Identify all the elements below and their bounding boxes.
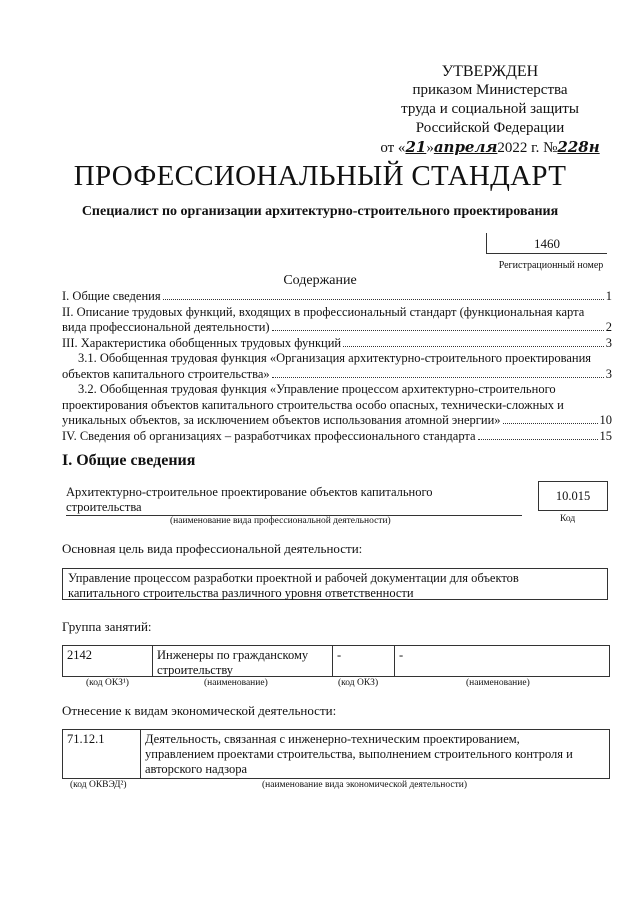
okved-name-line: Деятельность, связанная с инженерно-техническим проектированием, [145, 732, 520, 746]
okved-code-cell: 71.12.1 [63, 730, 141, 778]
document-subtitle: Специалист по организации архитектурно-строительного проектирования [81, 204, 559, 219]
code-caption: Код [560, 514, 576, 524]
okved-label: Отнесение к видам экономической деятельности: [62, 703, 337, 718]
toc-item-page: 3 [605, 335, 612, 350]
toc-dots [163, 299, 604, 300]
toc-item-text: I. Общие сведения [62, 289, 161, 303]
activity-caption: (наименование вида профессиональной деятельности) [170, 516, 391, 526]
toc-item-page: 1 [605, 289, 612, 303]
toc-item-page: 10 [599, 413, 612, 427]
toc-item-text: II. Описание трудовых функций, входящих в профессиональный стандарт (функциональная карта [62, 304, 585, 319]
okved-code-caption: (код ОКВЭД²) [70, 780, 127, 790]
toc-item-text: III. Характеристика обобщенных трудовых функций [62, 335, 342, 350]
activity-code: 10.015 [538, 481, 608, 511]
toc-item-page: 15 [599, 428, 612, 443]
okz-code-caption: (код ОКЗ¹) [86, 678, 129, 688]
approval-title: УТВЕРЖДЕН [441, 63, 539, 80]
toc-dots [478, 439, 598, 440]
goal-line: Управление процессом разработки проектной и рабочей документации для объектов [68, 571, 519, 585]
activity-line: строительства [66, 500, 142, 514]
toc-item[interactable] [62, 429, 612, 445]
okved-table [62, 729, 610, 779]
okz-name-cell [153, 646, 333, 676]
date-year: 2022 г. № [497, 140, 558, 156]
toc-item-page: 2 [605, 320, 612, 334]
order-number: 228н [557, 138, 600, 156]
okz-name-line: Инженеры по гражданскому [157, 648, 309, 662]
activity-name [66, 485, 522, 516]
date-day: 21 [405, 138, 427, 156]
approval-date [380, 138, 600, 158]
toc-item-text: уникальных объектов, за исключением объектов использования атомной энергии» [62, 413, 501, 427]
okz-name-caption: (наименование) [466, 678, 530, 688]
toc-item-text: объектов капитального строительства» [62, 366, 270, 381]
toc-dots [503, 423, 598, 424]
toc-item-text: 3.1. Обобщенная трудовая функция «Организация архитектурно-строительного проектирования [78, 351, 592, 365]
toc-heading: Содержание [283, 273, 357, 288]
okved-name-line: авторского надзора [145, 762, 248, 776]
okz-name-cell: - [399, 648, 404, 662]
section-heading: I. Общие сведения [62, 452, 196, 469]
date-month: апреля [433, 138, 498, 156]
toc-item-text: 3.2. Обобщенная трудовая функция «Управление процессом архитектурно-строительного [78, 382, 556, 396]
okz-name-line: строительству [157, 663, 234, 677]
okz-code-caption: (код ОКЗ) [338, 678, 379, 688]
okved-name-line: управлением проектами строительства, выполнением строительного контроля и [145, 747, 573, 761]
okz-code-cell: - [333, 646, 395, 676]
group-label: Группа занятий: [62, 619, 152, 634]
toc-item-text: вида профессиональной деятельности) [62, 320, 270, 334]
toc-item-text: проектирования объектов капитального строительства особо опасных, технически-сложных и [62, 397, 564, 412]
okved-name-caption: (наименование вида экономической деятельности) [262, 780, 467, 790]
toc-item-text: IV. Сведения об организациях – разработчиках профессионального стандарта [62, 428, 476, 443]
toc-item[interactable] [62, 305, 612, 336]
okz-code-cell: 2142 [63, 646, 153, 676]
registration-label: Регистрационный номер [498, 260, 604, 271]
date-mid: » [426, 140, 434, 156]
occupation-group-table [62, 645, 610, 677]
activity-line: Архитектурно-строительное проектирование объектов капитального [66, 485, 433, 499]
approval-line: труда и социальной защиты [401, 101, 579, 117]
goal-label: Основная цель вида профессиональной деятельности: [62, 541, 363, 556]
toc-dots [272, 377, 604, 378]
approval-line: Российской Федерации [415, 120, 565, 136]
table-of-contents [62, 289, 612, 444]
toc-item[interactable] [62, 351, 612, 382]
goal-line: капитального строительства различного уровня ответственности [68, 586, 414, 600]
toc-item-page: 3 [605, 366, 612, 381]
document-title: ПРОФЕССИОНАЛЬНЫЙ СТАНДАРТ [73, 160, 567, 192]
toc-item[interactable] [62, 336, 612, 352]
okved-name-cell [141, 730, 609, 778]
okz-name-caption: (наименование) [204, 678, 268, 688]
toc-item[interactable] [62, 382, 612, 429]
toc-item[interactable] [62, 289, 612, 305]
toc-dots [272, 330, 604, 331]
goal-box [62, 568, 608, 600]
date-prefix: от « [380, 140, 406, 156]
toc-dots [343, 346, 604, 347]
approval-block [380, 62, 600, 158]
approval-line: приказом Министерства [412, 82, 568, 98]
registration-number: 1460 [486, 233, 607, 254]
